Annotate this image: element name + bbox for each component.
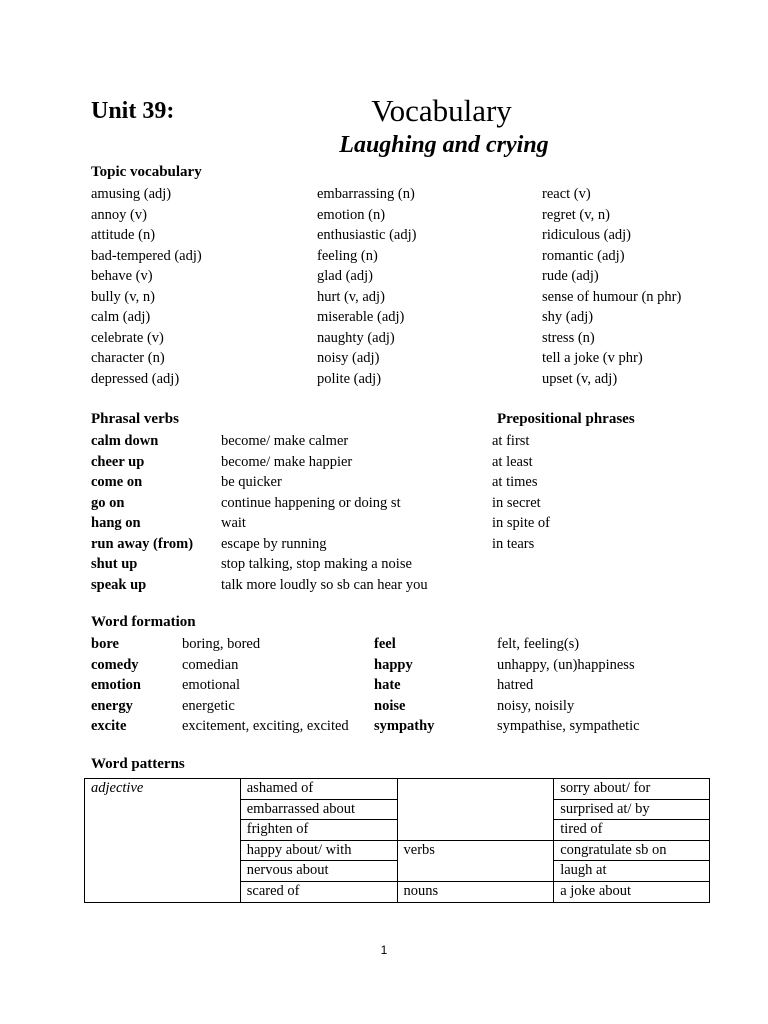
base-word: feel [374, 636, 396, 652]
vocab-item: sense of humour (n phr) [542, 288, 682, 305]
phrasal-verb: hang on [91, 515, 141, 531]
pattern-item: a joke about [554, 881, 710, 902]
adjective-pattern: scared of [240, 881, 397, 902]
phrasal-verbs-heading: Phrasal verbs [91, 411, 179, 427]
pattern-item: laugh at [554, 861, 710, 882]
phrasal-meaning: continue happening or doing st [221, 494, 401, 511]
base-word: energy [91, 697, 133, 714]
vocab-item: annoy (v) [91, 206, 147, 223]
vocab-item: noisy (adj) [317, 350, 380, 366]
page-number: 1 [380, 943, 388, 957]
base-word: excite [91, 718, 127, 734]
vocab-item: polite (adj) [317, 370, 382, 387]
word-formation-right-words [374, 634, 434, 737]
phrasal-verb: go on [91, 494, 125, 511]
phrasal-verb: speak up [91, 576, 147, 593]
base-word: noise [374, 697, 406, 714]
vocab-item: react (v) [542, 186, 591, 202]
base-word: happy [374, 656, 413, 673]
adjective-pattern: embarrassed about [240, 799, 397, 820]
base-word: sympathy [374, 718, 435, 734]
adjective-pattern: frighten of [240, 820, 397, 841]
empty-category-cell [397, 779, 554, 841]
vocab-item: amusing (adj) [91, 186, 172, 202]
vocab-item: shy (adj) [542, 309, 594, 325]
vocab-item: attitude (n) [91, 227, 156, 243]
adjective-pattern: nervous about [240, 861, 397, 882]
vocab-item: tell a joke (v phr) [542, 350, 643, 366]
phrasal-meaning: wait [221, 515, 246, 531]
vocab-item: glad (adj) [317, 268, 373, 284]
vocab-item: hurt (v, adj) [317, 288, 385, 305]
topic-vocabulary-heading: Topic vocabulary [91, 164, 202, 180]
vocab-item: behave (v) [91, 268, 153, 284]
phrasal-verb: cheer up [91, 453, 145, 470]
prepositional-phrase: at first [492, 433, 530, 449]
derived-forms: sympathise, sympathetic [497, 718, 640, 734]
phrasal-verb: come on [91, 474, 143, 490]
word-formation-left-words [91, 634, 141, 737]
nouns-category-cell: nouns [397, 881, 554, 902]
derived-forms: noisy, noisily [497, 697, 575, 714]
topic-vocabulary-col3 [542, 184, 681, 389]
vocab-item: embarrassing (n) [317, 186, 415, 202]
base-word: comedy [91, 656, 139, 673]
prepositional-phrases-heading: Prepositional phrases [497, 411, 635, 427]
prepositional-phrase: in secret [492, 494, 541, 511]
word-formation-left-forms [182, 634, 349, 737]
vocab-item: upset (v, adj) [542, 370, 618, 387]
prepositional-phrases-list [492, 431, 550, 554]
pattern-item: congratulate sb on [554, 840, 710, 861]
base-word: bore [91, 636, 119, 652]
vocab-item: depressed (adj) [91, 370, 180, 387]
derived-forms: boring, bored [182, 636, 261, 652]
adjective-pattern: ashamed of [240, 779, 397, 800]
phrasal-verb: calm down [91, 433, 159, 449]
word-formation-right-forms [497, 634, 640, 737]
base-word: emotion [91, 677, 141, 693]
vocab-item: rude (adj) [542, 268, 599, 284]
pattern-item: tired of [554, 820, 710, 841]
phrasal-meaning: become/ make happier [221, 453, 353, 470]
phrasal-verbs-list [91, 431, 193, 595]
verbs-category-cell: verbs [397, 840, 554, 881]
adjective-pattern: happy about/ with [240, 840, 397, 861]
vocab-item: regret (v, n) [542, 206, 610, 223]
derived-forms: comedian [182, 656, 239, 673]
base-word: hate [374, 677, 401, 693]
phrasal-verb: shut up [91, 556, 138, 572]
derived-forms: excitement, exciting, excited [182, 718, 349, 734]
adjective-category-cell: adjective [85, 779, 241, 903]
vocab-item: naughty (adj) [317, 329, 395, 346]
prepositional-phrase: at least [492, 453, 533, 470]
vocab-item: bully (v, n) [91, 288, 155, 305]
phrasal-meaning: be quicker [221, 474, 282, 490]
phrasal-meaning: stop talking, stop making a noise [221, 556, 412, 572]
vocab-item: calm (adj) [91, 309, 151, 325]
prepositional-phrase: at times [492, 474, 538, 490]
vocab-item: character (n) [91, 350, 165, 366]
unit-label: Unit 39: [91, 98, 175, 124]
vocab-item: ridiculous (adj) [542, 227, 631, 243]
topic-vocabulary-col1 [91, 184, 202, 389]
page-subtitle: Laughing and crying [339, 132, 549, 158]
topic-vocabulary-col2 [317, 184, 416, 389]
prepositional-phrase: in spite of [492, 515, 550, 531]
page-title: Vocabulary [371, 93, 512, 128]
vocab-item: stress (n) [542, 329, 595, 346]
phrasal-meaning: become/ make calmer [221, 433, 349, 449]
pattern-item: sorry about/ for [554, 779, 710, 800]
derived-forms: unhappy, (un)happiness [497, 656, 635, 673]
derived-forms: emotional [182, 677, 240, 693]
word-patterns-table [84, 778, 710, 903]
word-patterns-heading: Word patterns [91, 756, 185, 772]
derived-forms: hatred [497, 677, 534, 693]
prepositional-phrase: in tears [492, 535, 535, 552]
vocab-item: enthusiastic (adj) [317, 227, 417, 243]
vocab-item: feeling (n) [317, 247, 378, 264]
derived-forms: energetic [182, 697, 235, 714]
word-formation-heading: Word formation [91, 614, 196, 630]
phrasal-meaning: talk more loudly so sb can hear you [221, 576, 428, 593]
phrasal-meaning: escape by running [221, 535, 327, 552]
vocab-item: miserable (adj) [317, 309, 405, 325]
vocab-item: emotion (n) [317, 206, 386, 223]
phrasal-meanings-list [221, 431, 428, 595]
pattern-item: surprised at/ by [554, 799, 710, 820]
vocab-item: bad-tempered (adj) [91, 247, 202, 264]
vocab-item: celebrate (v) [91, 329, 164, 346]
derived-forms: felt, feeling(s) [497, 636, 580, 652]
phrasal-verb: run away (from) [91, 535, 194, 552]
vocab-item: romantic (adj) [542, 247, 625, 264]
